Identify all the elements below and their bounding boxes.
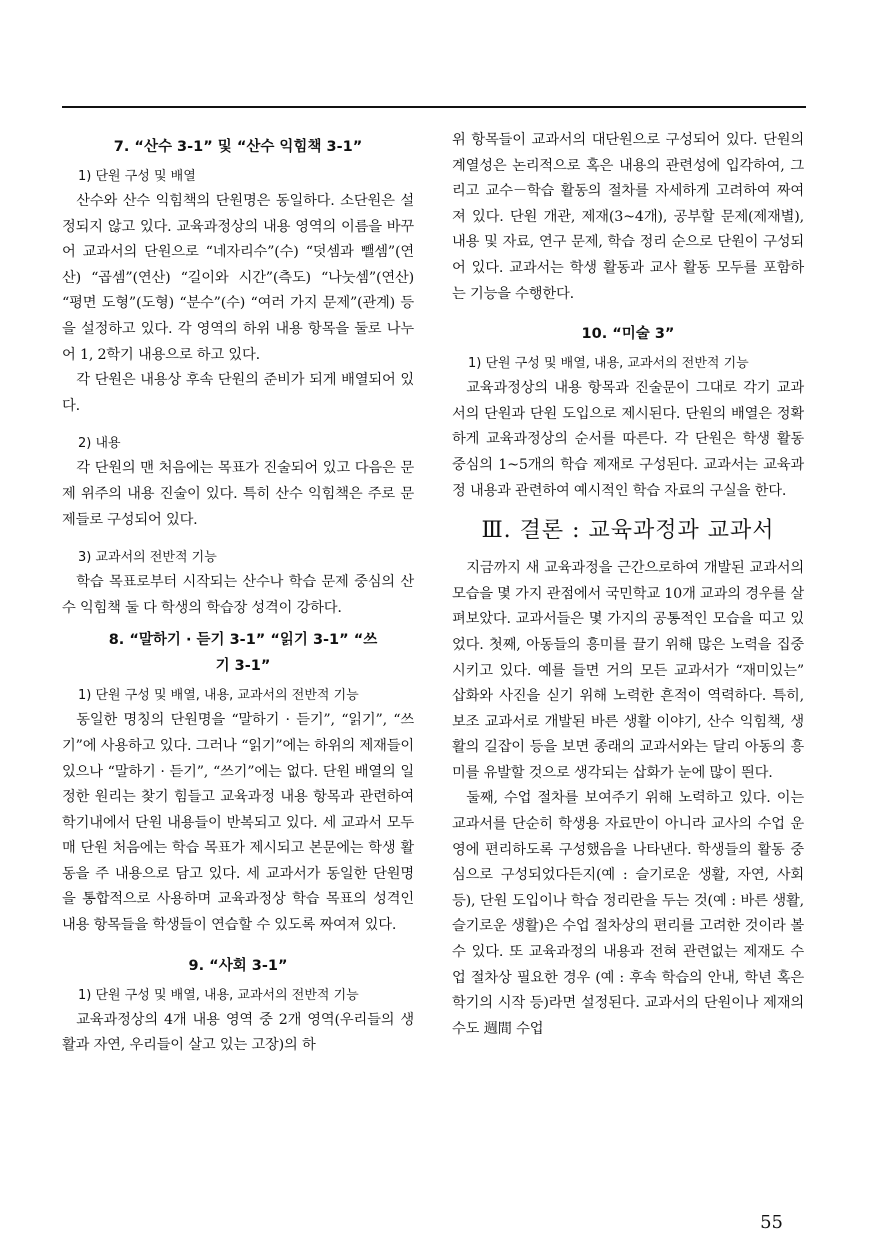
section-7-subheading-2: 2) 내용 — [78, 436, 121, 452]
section-7-paragraph-4: 학습 목표로부터 시작되는 산수나 학습 문제 중심의 산수 익힘책 둘 다 학생의 학습장 성격이 강하다. — [62, 574, 414, 616]
section-9-subheading-1: 1) 단원 구성 및 배열, 내용, 교과서의 전반적 기능 — [78, 987, 359, 1003]
page-number: 55 — [760, 1212, 783, 1233]
chapter-3-title: Ⅲ. 결론 : 교육과정과 교과서 — [481, 518, 775, 544]
section-7-title: 7. “산수 3-1” 및 “산수 익힘책 3-1” — [113, 139, 363, 155]
section-8-subheading-1: 1) 단원 구성 및 배열, 내용, 교과서의 전반적 기능 — [78, 688, 359, 704]
section-8-title: 8. “말하기 · 듣기 3-1” “읽기 3-1” “쓰기 3-1” — [108, 632, 378, 675]
right-column — [452, 128, 804, 1042]
section-9-title: 9. “사회 3-1” — [188, 957, 288, 974]
conclusion-paragraph-1: 지금까지 새 교육과정을 근간으로하여 개발된 교과서의 모습을 몇 가지 관점에서 국민학교 10개 교과의 경우를 살펴보았다. 교과서들은 몇 가지의 공통적인 모습을 띠고 있었다. 첫째, 아동들의 흥미를 끌기 위해 많은 노력을 집중시키고 있다. 예를 들면 거의 모든 교과서가 “재미있는” 삽화와 사진을 싣기 위해 노력한 흔적이 역력하다. 특히, 보조 교과서로 개발된 바른 생활 이야기, 산수 익힘책, 생활의 길잡이 등을 보면 종래의 교과서와는 달리 아동의 흥미를 유발할 것으로 생각되는 삽화가 눈에 많이 띈다. — [452, 560, 804, 781]
conclusion-paragraph-2: 둘째, 수업 절차를 보여주기 위해 노력하고 있다. 이는 교과서를 단순히 학생용 자료만이 아니라 교사의 수업 운영에 편리하도록 구성했음을 나타낸다. 학생들의 활동 중심으로 구성되었다든지(예 : 슬기로운 생활, 자연, 사회 등), 단원 도입이나 학습 정리란을 두는 것(예 : 바른 생활, 슬기로운 생활)은 수업 절차상의 편리를 고려한 것이라 볼 수 있다. 또 교육과정의 내용과 전혀 관련없는 제재도 수업 절차상 필요한 경우 (예 : 후속 학습의 안내, 학년 혹은 학기의 시작 등)라면 설정된다. 교과서의 단원이나 제재의 수도 週間 수업 — [452, 790, 804, 1037]
header-rule — [62, 106, 806, 108]
section-8-paragraph-1: 동일한 명칭의 단원명을 “말하기 · 듣기”, “읽기”, “쓰기”에 사용하고 있다. 그러나 “읽기”에는 하위의 제재들이 있으나 “말하기 · 듣기”, “쓰기”에는 없다. 단원 배열의 일정한 원리는 찾기 힘들고 교육과정 내용 항목과 관련하여 학기내에서 단원 내용들이 반복되고 있다. 세 교과서 모두 매 단원 처음에는 학습 목표가 제시되고 본문에는 학생 활동을 주 내용으로 담고 있다. 세 교과서가 동일한 단원명을 통합적으로 사용하며 교육과정상 학습 목표의 성격인 내용 항목들을 학생들이 연습할 수 있도록 짜여져 있다. — [62, 712, 414, 934]
section-7-paragraph-2: 각 단원은 내용상 후속 단원의 준비가 되게 배열되어 있다. — [62, 372, 414, 414]
left-column — [62, 128, 414, 1059]
section-7-paragraph-3: 각 단원의 맨 처음에는 목표가 진술되어 있고 다음은 문제 위주의 내용 진술이 있다. 특히 산수 익힘책은 주로 문제들로 구성되어 있다. — [62, 460, 414, 528]
section-9-paragraph-1: 교육과정상의 4개 내용 영역 중 2개 영역(우리들의 생활과 자연, 우리들이 살고 있는 고장)의 하 — [62, 1011, 414, 1054]
section-10-title: 10. “미술 3” — [581, 326, 675, 343]
section-7-paragraph-1: 산수와 산수 익힘책의 단원명은 동일하다. 소단원은 설정되지 않고 있다. 교육과정상의 내용 영역의 이름을 바꾸어 교과서의 단원으로 “네자리수”(수) “덧셈과 뺄셈”(연산) “곱셈”(연산) “길이와 시간”(측도) “나눗셈”(연산) “평면 도형”(도형) “분수”(수) “여러 가지 문제”(관계) 등을 설정하고 있다. 각 영역의 하위 내용 항목을 둘로 나누어 1, 2학기 내용으로 하고 있다. — [62, 193, 414, 363]
section-10-paragraph-1: 교육과정상의 내용 항목과 진술문이 그대로 각기 교과서의 단원과 단원 도입으로 제시된다. 단원의 배열은 정확하게 교육과정상의 순서를 따른다. 각 단원은 학생 활동 중심의 1~5개의 학습 제재로 구성된다. 교과서는 교육과정 내용과 관련하여 예시적인 학습 자료의 구실을 한다. — [452, 380, 804, 499]
section-7-subheading-1: 1) 단원 구성 및 배열 — [78, 169, 196, 184]
section-9-paragraph-1-continued: 위 항목들이 교과서의 대단원으로 구성되어 있다. 단원의 계열성은 논리적으로 혹은 내용의 관련성에 입각하여, 그리고 교수－학습 활동의 절차를 자세하게 고려하여 짜여져 있다. 단원 개관, 제재(3~4개), 공부할 문제(제재별), 내용 및 자료, 연구 문제, 학습 정리 순으로 단원이 구성되어 있다. 교과서는 학생 활동과 교사 활동 모두를 포함하는 기능을 수행한다. — [452, 132, 804, 302]
section-7-subheading-3: 3) 교과서의 전반적 기능 — [78, 550, 217, 566]
section-10-subheading-1: 1) 단원 구성 및 배열, 내용, 교과서의 전반적 기능 — [468, 356, 749, 372]
